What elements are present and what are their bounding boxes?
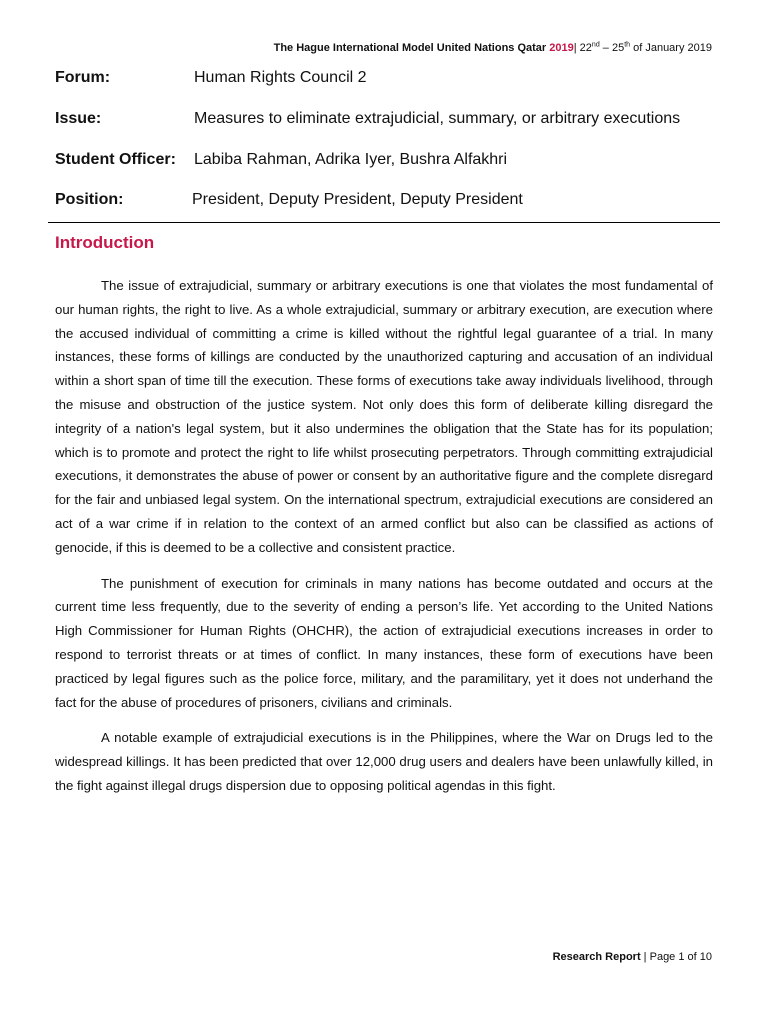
header-day-start-suffix: nd bbox=[591, 41, 600, 49]
paragraph: A notable example of extrajudicial executions is in the Philippines, where the War on Drugs led to the widespread killings. It has been predicted that over 12,000 drug users and dealers have been unlawfully killed, in the fight against illegal drugs dispersion due to opposing political agendas in this fight. bbox=[55, 730, 713, 793]
student-officer-label: Student Officer: bbox=[55, 151, 176, 168]
header-day-start: 22 bbox=[579, 42, 592, 54]
page-footer bbox=[553, 951, 712, 963]
header-year: 2019 bbox=[549, 42, 574, 54]
issue-value: Measures to eliminate extrajudicial, summary, or arbitrary executions bbox=[194, 110, 681, 127]
page-header bbox=[274, 42, 712, 54]
forum-label: Forum: bbox=[55, 69, 111, 86]
header-day-end: 25 bbox=[611, 42, 625, 54]
header-org: The Hague International Model United Nations Qatar bbox=[273, 42, 547, 54]
footer-report-label: Research Report bbox=[552, 951, 641, 963]
header-divider bbox=[48, 222, 720, 223]
forum-value: Human Rights Council 2 bbox=[194, 69, 367, 86]
footer-separator: | bbox=[640, 951, 650, 963]
header-month-year: of January 2019 bbox=[630, 42, 712, 54]
header-date-separator: | bbox=[573, 42, 580, 54]
paragraph: The issue of extrajudicial, summary or arbitrary executions is one that violates the most fundamental of our human rights, the right to live. As a whole extrajudicial, summary or arbitrary execution, are execution where the accused individual of committing a crime is killed without the rightful legal guarantee of a trial. In many instances, these forms of killings are conducted by the unauthorized capturing and accusation of an individual within a short span of time till the execution. These forms of executions take away individuals livelihood, through the misuse and obstruction of the justice system. Not only does this form of deliberate killing disregard the integrity of a nation's legal system, but it also undermines the obligation that the State has for its population; which is to promote and protect the right to life whilst prosecuting perpetrators. Through committing extrajudicial executions, it demonstrates the abuse of power or consent by an authoritative figure and the complete disregard for the fair and unbiased legal system. On the international spectrum, extrajudicial executions are considered an act of a war crime if in relation to the context of an armed conflict but also can be classified as actions of genocide, if this is deemed to be a collective and consistent practice. bbox=[55, 278, 713, 555]
footer-page-number: Page 1 of 10 bbox=[649, 951, 712, 963]
section-heading-introduction: Introduction bbox=[55, 233, 155, 252]
position-label: Position: bbox=[55, 191, 124, 208]
student-officer-value: Labiba Rahman, Adrika Iyer, Bushra Alfakhri bbox=[194, 151, 508, 168]
header-day-end-suffix: th bbox=[624, 41, 631, 49]
introduction-body bbox=[55, 274, 713, 810]
position-value: President, Deputy President, Deputy President bbox=[192, 191, 523, 208]
issue-label: Issue: bbox=[55, 110, 102, 127]
header-dash: – bbox=[599, 42, 612, 54]
paragraph: The punishment of execution for criminals in many nations has become outdated and occurs at the current time less frequently, due to the severity of ending a person’s life. Yet according to the United Nations High Commissioner for Human Rights (OHCHR), the action of extrajudicial executions increases in order to respond to terrorist threats or at times of conflict. In many instances, these form of executions have been practiced by legal figures such as the police force, military, and the paramilitary, yet it does not underhand the fact for the abuse of procedures of prisoners, civilians and criminals. bbox=[55, 575, 713, 710]
